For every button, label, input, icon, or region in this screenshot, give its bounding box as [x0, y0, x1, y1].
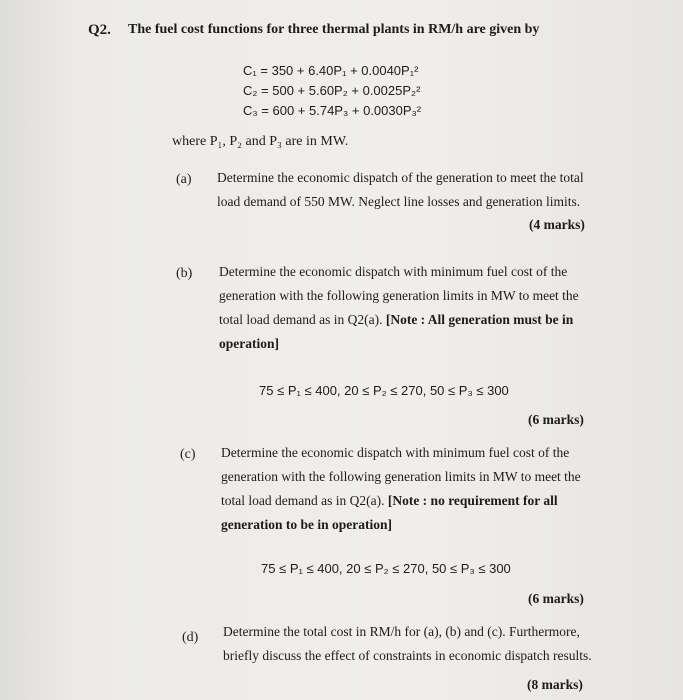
equation-c1: C₁ = 350 + 6.40P₁ + 0.0040P₁² [243, 63, 419, 78]
part-a-label: (a) [176, 172, 192, 187]
part-c-note: [Note : no requirement for all generation to be in operation] [221, 493, 558, 532]
part-b-body [219, 260, 587, 356]
part-c-marks: (6 marks) [528, 591, 584, 606]
part-d-label: (d) [182, 630, 199, 645]
part-d-text: Determine the total cost in RM/h for (a), (b) and (c). Furthermore, briefly discuss the effect of constraints in economic dispatch results. [223, 624, 592, 663]
part-c-limits: 75 ≤ P₁ ≤ 400, 20 ≤ P₂ ≤ 270, 50 ≤ P₃ ≤ 300 [261, 561, 511, 576]
part-b-marks: (6 marks) [528, 412, 584, 427]
part-b-note: [Note : All generation must be in operation] [219, 312, 574, 351]
part-a-marks: (4 marks) [529, 217, 585, 232]
part-b-text: Determine the economic dispatch with minimum fuel cost of the generation with the following generation limits in MW to meet the total load demand as in Q2(a). [219, 264, 579, 327]
part-b-limits: 75 ≤ P₁ ≤ 400, 20 ≤ P₂ ≤ 270, 50 ≤ P₃ ≤ 300 [259, 383, 509, 398]
part-c-text: Determine the economic dispatch with minimum fuel cost of the generation with the following generation limits in MW to meet the total load demand as in Q2(a). [221, 445, 581, 508]
part-d-marks: (8 marks) [527, 677, 583, 692]
equation-c2: C₂ = 500 + 5.60P₂ + 0.0025P₂² [243, 83, 421, 98]
question-number: Q2. [88, 22, 111, 38]
part-b-label: (b) [176, 266, 193, 281]
part-a-text: Determine the economic dispatch of the generation to meet the total load demand of 550 MW. Neglect line losses and generation limits. [217, 170, 584, 209]
part-c-label: (c) [180, 447, 196, 462]
part-c-body [221, 441, 589, 537]
equation-c3: C₃ = 600 + 5.74P₃ + 0.0030P₃² [243, 103, 422, 118]
where-clause: where P₁, P₂ and P₃ are in MW. [172, 134, 349, 149]
question-intro: The fuel cost functions for three thermal plants in RM/h are given by [128, 22, 540, 37]
